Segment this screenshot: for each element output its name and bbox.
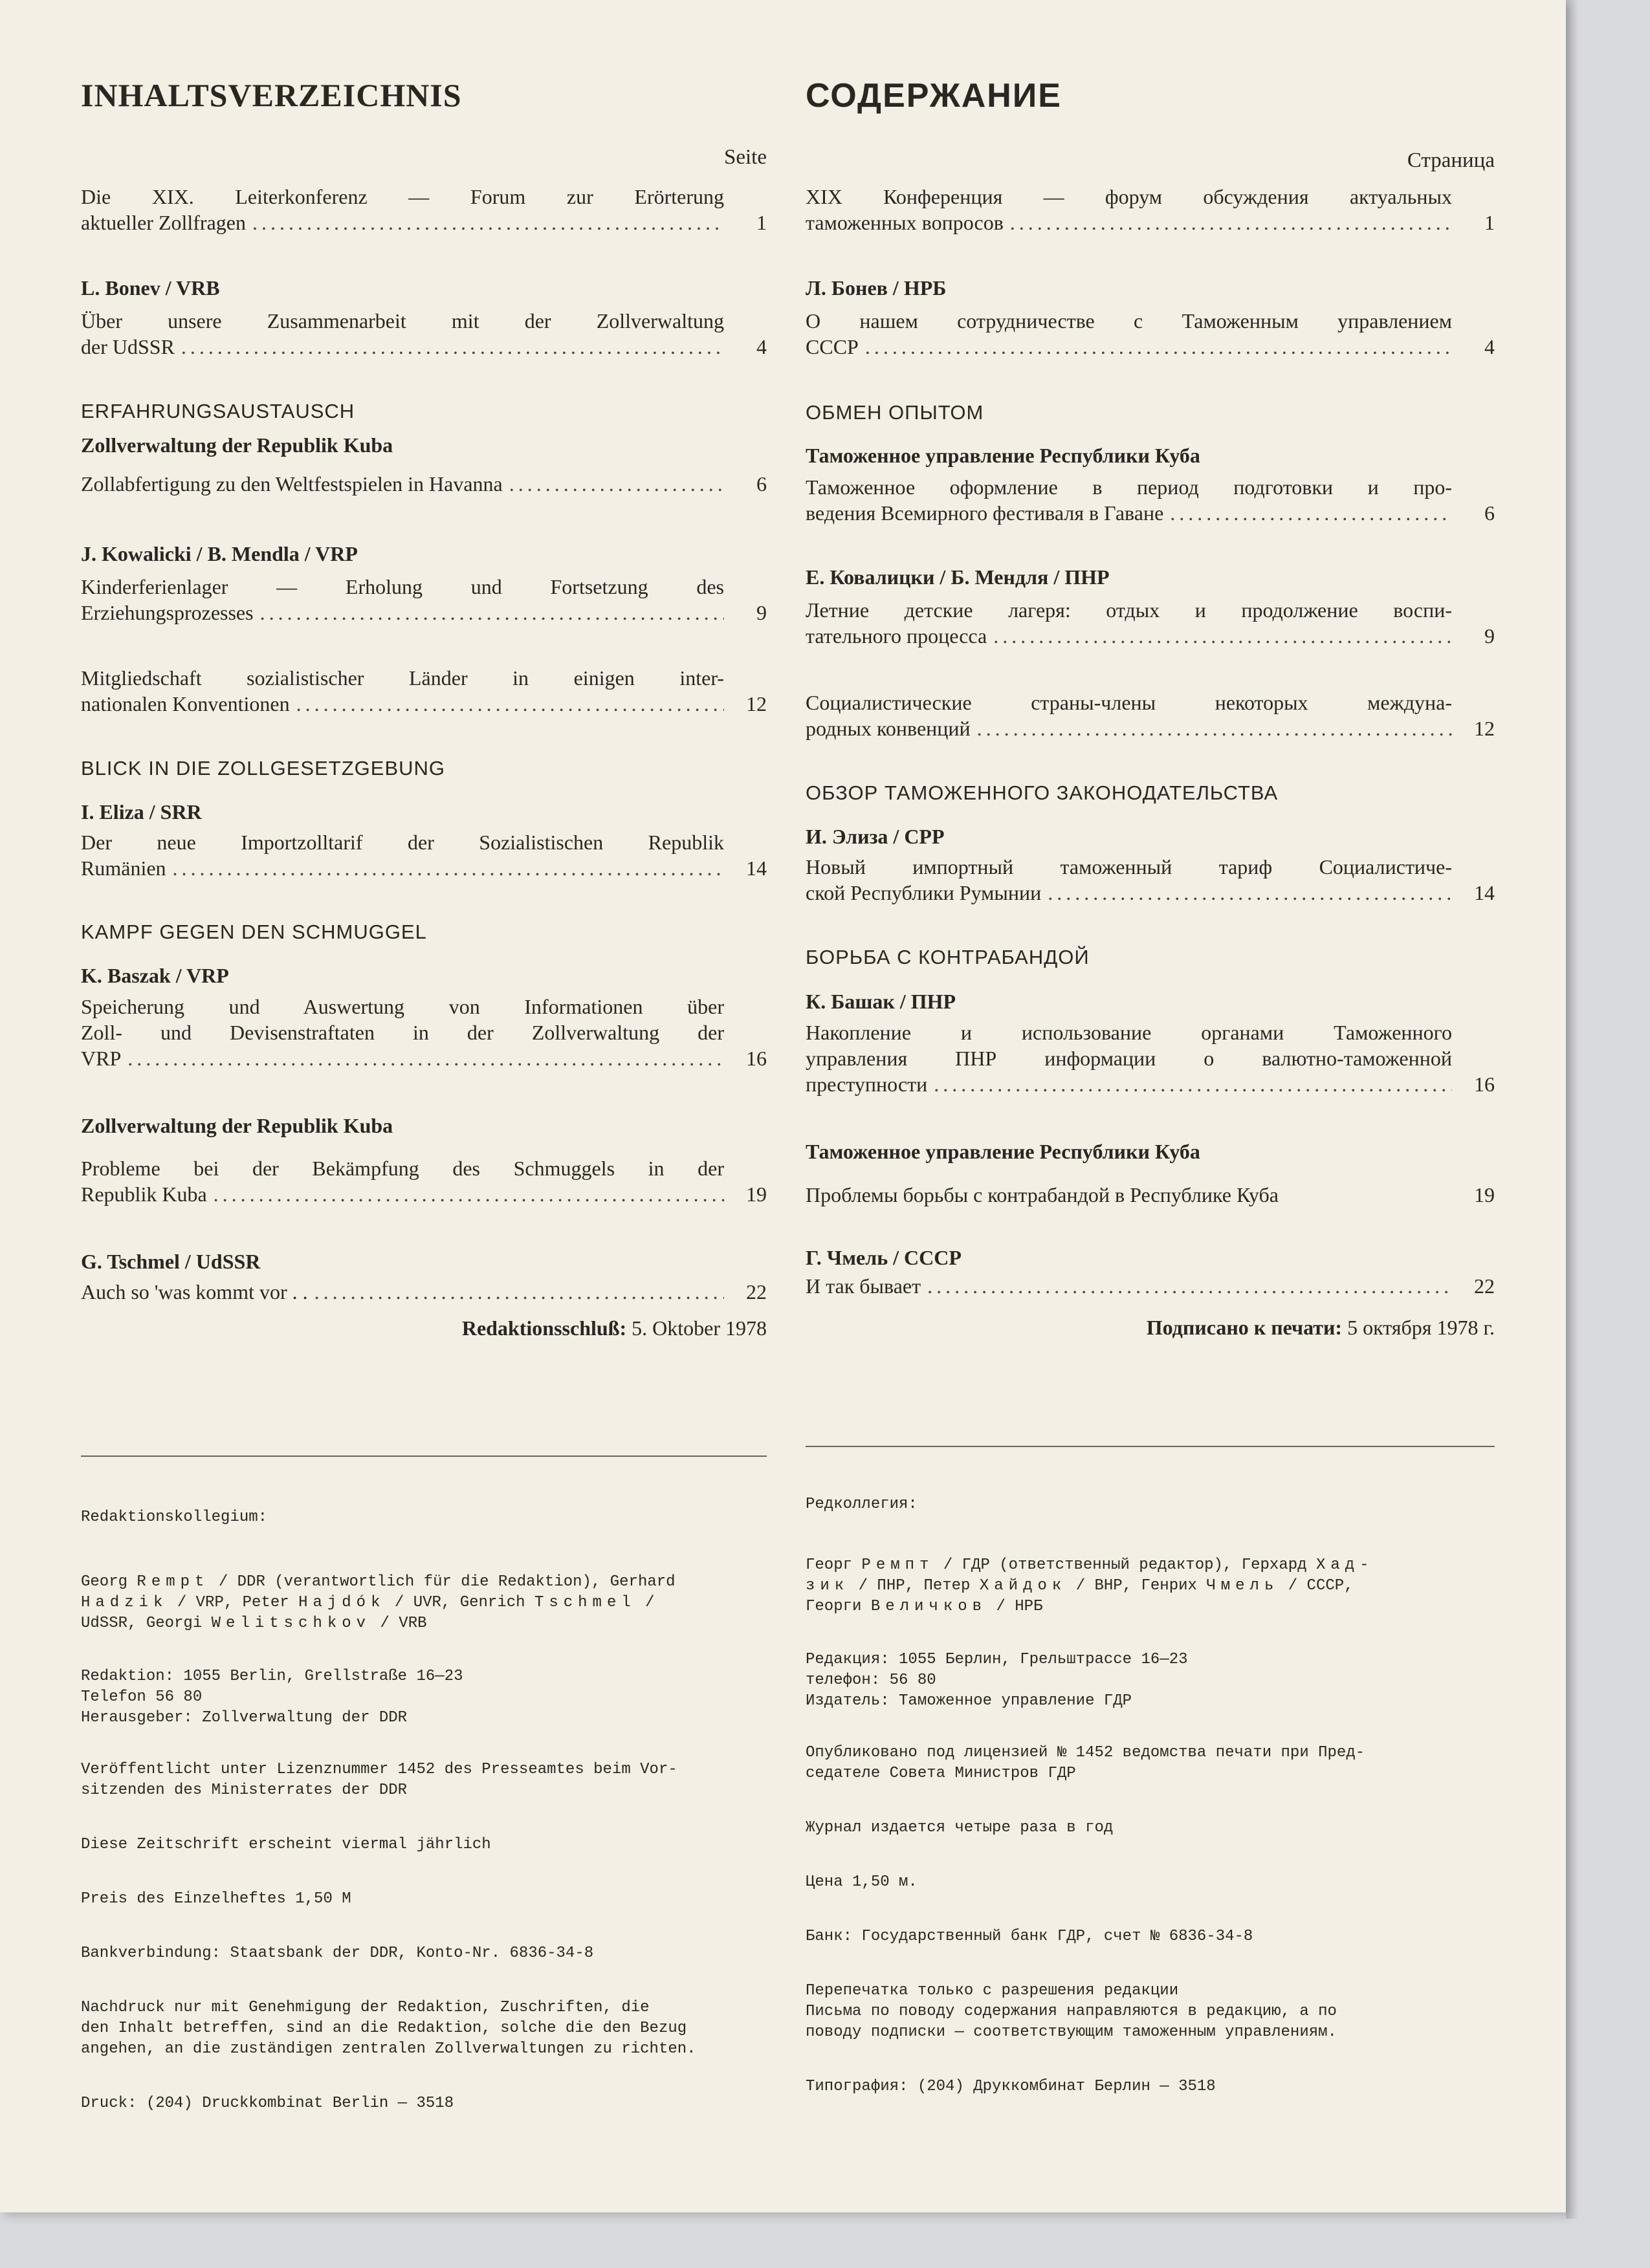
page-number: 14 [1474, 881, 1495, 904]
toc-entry: Социалистические страны-члены некоторых междуна- родных конвенций ..... 12 [806, 690, 1495, 741]
german-title: INHALTSVERZEICHNIS [81, 77, 462, 113]
page-number: 19 [746, 1183, 767, 1206]
page-number: 19 [1474, 1183, 1495, 1206]
imprint-russian: Редколлегия: Георг Ремпт / ГДР (ответственный редактор), Герхард Хад- зик / ПНР, Петер Хайдок / ВНР, Генрих Чмель / СССР, Георги Величков / НРБ Редакция: 1055 Берлин, Грельштрассе 16—23 телефон: 56 80 Издатель: Таможенное управление ГДР Опубликовано под лицензией № 1452 ведомства печати при Пред- седателе Совета Министров ГДР Журнал издается четыре раза в год Цена 1,50 м. Банк: Государственный банк ГДР, счет № 6836-34-8 Перепечатка только с разрешения редакции Письма по поводу содержания направляются в редакцию, а по поводу подписки — соответствующим таможенным управлениям. Типография: (204) Друккомбинат Берлин — 3518 [806, 1494, 1495, 2097]
toc-author: Л. Бонев / НРБ [806, 276, 947, 300]
publisher: Издатель: Таможенное управление ГДР [806, 1692, 1132, 1710]
toc-subheading: Zollverwaltung der Republik Kuba [81, 433, 393, 457]
page-edge-shadow [1566, 0, 1579, 2219]
toc-section-heading: БОРЬБА С КОНТРАБАНДОЙ [806, 946, 1090, 968]
toc-subheading: Таможенное управление Республики Куба [806, 444, 1200, 467]
toc-entry: Probleme bei der Bekämpfung des Schmuggels in der Republik Kuba ..... 19 [81, 1155, 767, 1207]
editorial-address: Redaktion: 1055 Berlin, Grellstraße 16—23 [81, 1668, 463, 1685]
page-number: 22 [1474, 1274, 1495, 1298]
toc-entry: Auch so 'was kommt vor . . ..... 22 [81, 1279, 767, 1305]
toc-subheading: Таможенное управление Республики Куба [806, 1140, 1200, 1163]
toc-entry: Mitgliedschaft sozialistischer Länder in einigen inter- nationalen Konventionen ..... 12 [81, 665, 767, 717]
page-number: 6 [1484, 501, 1495, 525]
toc-entry: Der neue Importzolltarif der Sozialistischen Republik Rumänien ..... 14 [81, 829, 767, 881]
price-note: Цена 1,50 м. [806, 1873, 918, 1891]
toc-entry: Таможенное оформление в период подготовки и про- ведения Всемирного фестиваля в Гаване ..... 6 [806, 474, 1495, 526]
reprint-note: Перепечатка только с разрешения редакции [806, 1982, 1179, 2000]
toc-entry: Die XIX. Leiterkonferenz — Forum zur Erörterung aktueller Zollfragen ..... 1 [81, 184, 767, 235]
page-number: 12 [1474, 717, 1495, 740]
toc-author: L. Bonev / VRB [81, 276, 220, 300]
toc-author: Е. Ковалицки / Б. Мендля / ПНР [806, 565, 1110, 589]
publisher: Herausgeber: Zollverwaltung der DDR [81, 1709, 408, 1727]
telephone: телефон: 56 80 [806, 1672, 936, 1689]
toc-subheading: Zollverwaltung der Republik Kuba [81, 1114, 393, 1137]
toc-entry: И так бывает ..... 22 [806, 1273, 1495, 1299]
page-number: 1 [756, 211, 767, 234]
page-number: 16 [746, 1047, 767, 1070]
toc-entry: Zollabfertigung zu den Weltfestspielen in Havanna ..... 6 [81, 471, 767, 497]
telephone: Telefon 56 80 [81, 1688, 203, 1706]
page-number: 6 [756, 472, 767, 496]
editorial-board-members: Georg Rempt / DDR (verantwortlich für die Redaktion), Gerhard [81, 1573, 676, 1591]
toc-entry: Kinderferienlager — Erholung und Fortsetzung des Erziehungsprozesses ..... 9 [81, 574, 767, 626]
editorial-board-members: Георг Ремпт / ГДР (ответственный редактор), Герхард Хад- [806, 1556, 1374, 1574]
toc-section-heading: ОБМЕН ОПЫТОМ [806, 401, 984, 424]
toc-entry: Über unsere Zusammenarbeit mit der Zollverwaltung der UdSSR ..... 4 [81, 308, 767, 360]
imprint-german: Redaktionskollegium: Georg Rempt / DDR (verantwortlich für die Redaktion), Gerhard Hadzik / VRP, Peter Hajdók / UVR, Genrich Tschmel / UdSSR, Georgi Welitschkov / VRB Redaktion: 1055 Berlin, Grellstraße 16—23 Telefon 56 80 Herausgeber: Zollverwaltung der DDR Veröffentlicht unter Lizenznummer 1452 des Presseamtes beim Vor- sitzenden des Ministerrates der DDR Diese Zeitschrift erscheint viermal jährlich Preis des Einzelheftes 1,50 M Bankverbindung: Staatsbank der DDR, Konto-Nr. 6836-34-8 Nachdruck nur mit Genehmigung der Redaktion, Zuschriften, die den Inhalt betreffen, sind an die Redaktion, solche die den Bezug angehen, an die zuständigen zentralen Zollverwaltungen zu richten. Druck: (204) Druckkombinat Berlin — 3518 [81, 1507, 767, 2114]
toc-author: K. Baszak / VRP [81, 964, 229, 987]
page-number: 9 [756, 601, 767, 624]
toc-section-heading: ОБЗОР ТАМОЖЕННОГО ЗАКОНОДАТЕЛЬСТВА [806, 781, 1279, 804]
editorial-deadline: Redaktionsschluß: 5. Oktober 1978 [461, 1316, 767, 1340]
page-number: 4 [756, 335, 767, 358]
page-number: 14 [746, 856, 767, 880]
toc-entry: Новый импортный таможенный тариф Социалистиче- ской Республики Румынии ..... 14 [806, 854, 1495, 906]
toc-entry: О нашем сотрудничестве с Таможенным управлением СССР ..... 4 [806, 308, 1495, 360]
toc-entry: Проблемы борьбы с контрабандой в Республике Куба 19 [806, 1183, 1495, 1206]
frequency-note: Журнал издается четыре раза в год [806, 1819, 1114, 1837]
printer: Типография: (204) Друккомбинат Берлин — 3518 [806, 2078, 1216, 2095]
toc-author: J. Kowalicki / B. Mendla / VRP [81, 542, 358, 565]
divider [806, 1446, 1495, 1447]
toc-author: G. Tschmel / UdSSR [81, 1250, 261, 1273]
toc-section-heading: KAMPF GEGEN DEN SCHMUGGEL [81, 921, 427, 943]
toc-entry: XIX Конференция — форум обсуждения актуальных таможенных вопросов ..... 1 [806, 184, 1495, 235]
editorial-board-label: Редколлегия: [806, 1496, 918, 1513]
toc-author: И. Элиза / СРР [806, 825, 945, 848]
russian-title: СОДЕРЖАНИЕ [806, 77, 1062, 114]
page-number: 12 [746, 692, 767, 715]
divider [81, 1456, 767, 1457]
toc-entry: Speicherung und Auswertung von Informationen über Zoll- und Devisenstraftaten in der Zollverwaltung der VRP ..... 16 [81, 994, 767, 1071]
toc-section-heading: ERFAHRUNGSAUSTAUSCH [81, 400, 355, 422]
page-number: 22 [746, 1280, 767, 1303]
price-note: Preis des Einzelheftes 1,50 M [81, 1890, 351, 1908]
page-number: 4 [1484, 335, 1495, 358]
editorial-board-label: Redaktionskollegium: [81, 1509, 268, 1526]
toc-section-heading: BLICK IN DIE ZOLLGESETZGEBUNG [81, 757, 446, 780]
reprint-note: Nachdruck nur mit Genehmigung der Redaktion, Zuschriften, die [81, 1999, 650, 2016]
toc-entry: Летние детские лагеря: отдых и продолжение воспи- тательного процесса ..... 9 [806, 597, 1495, 649]
toc-entry: Накопление и использование органами Таможенного управления ПНР информации о валютно-таможенной преступности ..... 16 [806, 1020, 1495, 1097]
toc-author: I. Eliza / SRR [81, 800, 202, 823]
page-number: 16 [1474, 1073, 1495, 1096]
signed-for-print: Подписано к печати: 5 октября 1978 г. [1146, 1316, 1495, 1339]
russian-page-label: Страница [1407, 149, 1495, 172]
german-page-label: Seite [724, 146, 767, 169]
bank-details: Банк: Государственный банк ГДР, счет № 6836-34-8 [806, 1928, 1253, 1945]
license-note: Опубликовано под лицензией № 1452 ведомства печати при Пред- [806, 1744, 1365, 1761]
license-note: Veröffentlicht unter Lizenznummer 1452 des Presseamtes beim Vor- [81, 1761, 677, 1778]
frequency-note: Diese Zeitschrift erscheint viermal jährlich [81, 1836, 491, 1853]
toc-author: К. Башак / ПНР [806, 990, 956, 1013]
editorial-address: Редакция: 1055 Берлин, Грельштрассе 16—23 [806, 1651, 1188, 1668]
toc-author: Г. Чмель / СССР [806, 1246, 962, 1269]
page-number: 9 [1484, 624, 1495, 648]
page-number: 1 [1484, 211, 1495, 234]
bank-details: Bankverbindung: Staatsbank der DDR, Konto-Nr. 6836-34-8 [81, 1945, 594, 1962]
printer: Druck: (204) Druckkombinat Berlin — 3518 [81, 2095, 454, 2112]
